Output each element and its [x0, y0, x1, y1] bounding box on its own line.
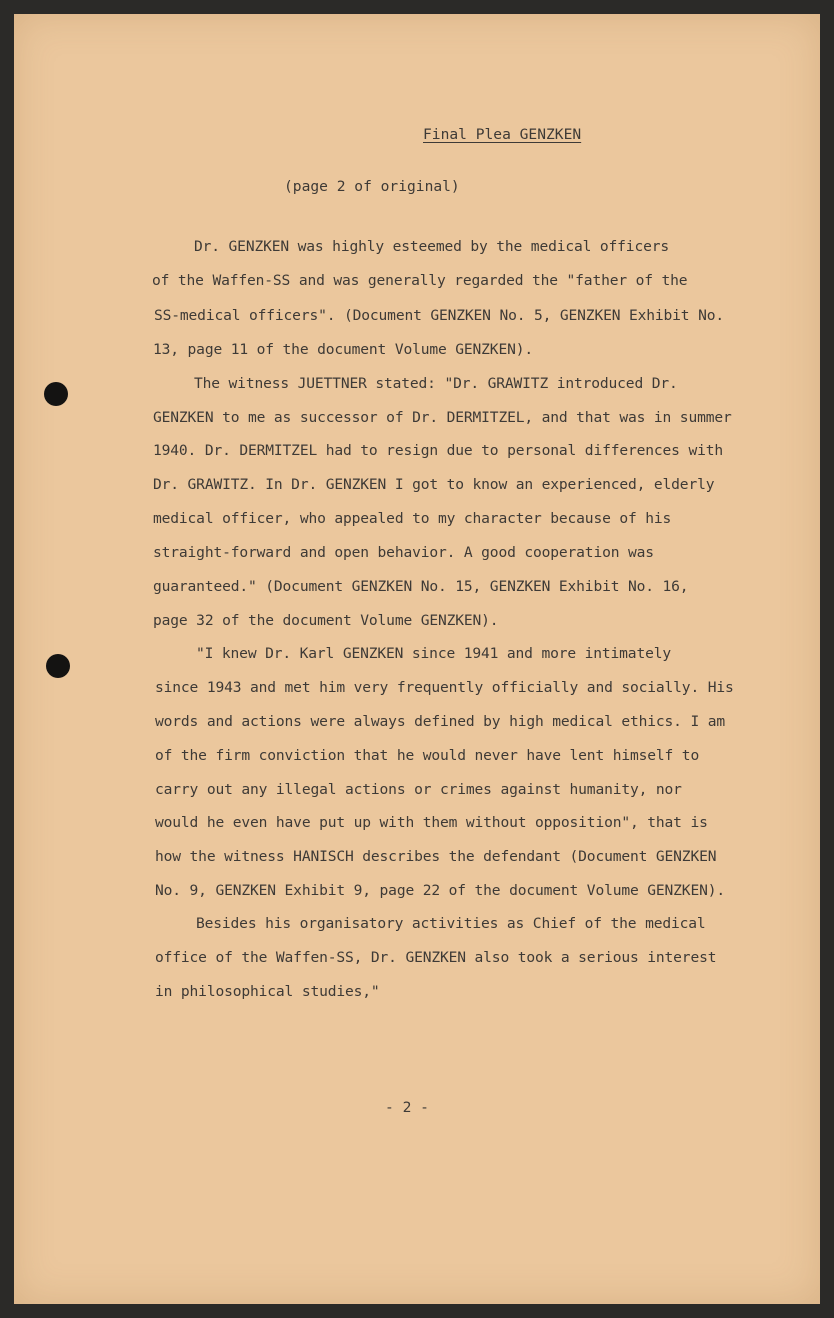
page-number: - 2 - — [385, 1099, 429, 1116]
document-subtitle: (page 2 of original) — [284, 178, 460, 195]
document-title: Final Plea GENZKEN — [423, 126, 582, 143]
body-line: of the Waffen-SS and was generally regarded the "father of the — [152, 272, 688, 289]
body-line: in philosophical studies," — [155, 983, 380, 1000]
body-line: page 32 of the document Volume GENZKEN). — [153, 612, 499, 629]
body-line: office of the Waffen-SS, Dr. GENZKEN also took a serious interest — [155, 949, 717, 966]
body-line: No. 9, GENZKEN Exhibit 9, page 22 of the document Volume GENZKEN). — [155, 882, 725, 899]
body-line: since 1943 and met him very frequently officially and socially. His — [155, 679, 734, 696]
body-line: words and actions were always defined by high medical ethics. I am — [155, 713, 725, 730]
body-line: SS-medical officers". (Document GENZKEN No. 5, GENZKEN Exhibit No. — [154, 307, 724, 324]
body-line: "I knew Dr. Karl GENZKEN since 1941 and more intimately — [196, 645, 671, 662]
body-line: would he even have put up with them without opposition", that is — [155, 814, 708, 831]
body-line: Besides his organisatory activities as Chief of the medical — [196, 915, 706, 932]
body-line: of the firm conviction that he would never have lent himself to — [155, 747, 700, 764]
punch-hole-bottom — [46, 654, 70, 678]
body-line: medical officer, who appealed to my character because of his — [153, 510, 672, 527]
body-line: 13, page 11 of the document Volume GENZKEN). — [153, 341, 533, 358]
body-line: carry out any illegal actions or crimes against humanity, nor — [155, 781, 682, 798]
body-line: 1940. Dr. DERMITZEL had to resign due to personal differences with — [153, 442, 723, 459]
body-line: guaranteed." (Document GENZKEN No. 15, GENZKEN Exhibit No. 16, — [153, 578, 689, 595]
body-line: The witness JUETTNER stated: "Dr. GRAWITZ introduced Dr. — [194, 375, 678, 392]
body-line: how the witness HANISCH describes the defendant (Document GENZKEN — [155, 848, 717, 865]
body-line: straight-forward and open behavior. A good cooperation was — [153, 544, 654, 561]
document-page — [14, 14, 820, 1304]
body-line: Dr. GENZKEN was highly esteemed by the medical officers — [194, 238, 669, 255]
body-line: GENZKEN to me as successor of Dr. DERMITZEL, and that was in summer — [153, 409, 732, 426]
punch-hole-top — [44, 382, 68, 406]
body-line: Dr. GRAWITZ. In Dr. GENZKEN I got to know an experienced, elderly — [153, 476, 715, 493]
